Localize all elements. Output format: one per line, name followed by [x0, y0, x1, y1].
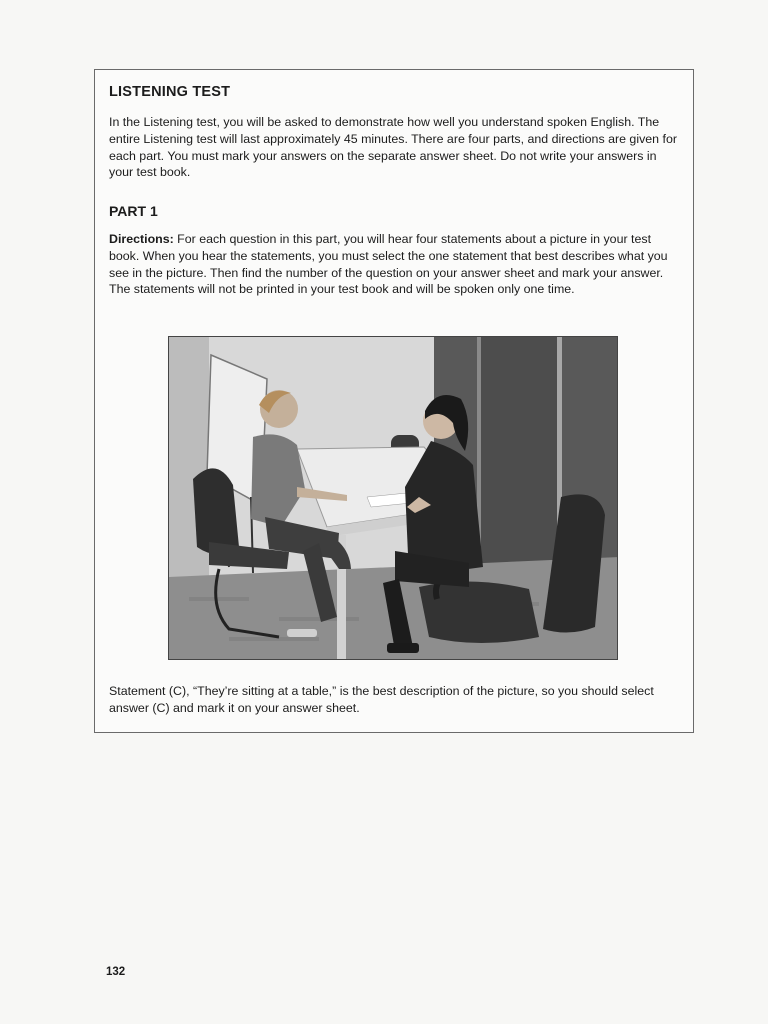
part-title: PART 1 — [109, 203, 158, 219]
intro-paragraph: In the Listening test, you will be asked to demonstrate how well you understand spoken English. The entire Listening test will last approximately 45 minutes. There are four parts, and directions are given for each part. You must mark your answers on the separate answer sheet. Do not write your answers in your test book. — [109, 115, 677, 180]
directions-text: For each question in this part, you will hear four statements about a picture in your test book. When you hear the statements, you must select the one statement that best describes what you see in the picture. Then find the number of the question on your answer sheet and mark your answer. The statements will not be printed in your test book and will be spoken only one time. — [109, 232, 668, 297]
statement-paragraph: Statement (C), “They’re sitting at a table,” is the best description of the picture, so you should select answer (C) and mark it on your answer sheet. — [109, 684, 654, 715]
photo-two-women-at-table — [168, 336, 618, 660]
directions-paragraph — [109, 231, 679, 298]
listening-test-box — [94, 69, 694, 733]
page-number: 132 — [106, 966, 126, 978]
directions-label: Directions: — [109, 232, 174, 246]
section-title: LISTENING TEST — [109, 84, 231, 100]
